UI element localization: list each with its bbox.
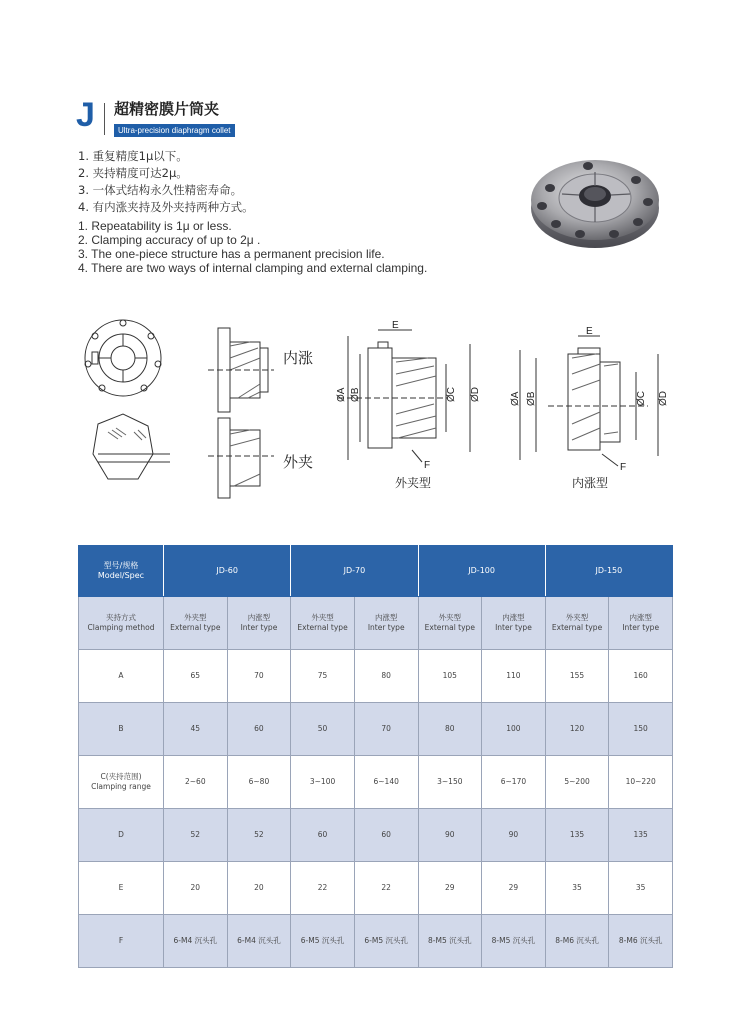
table-row [79,809,673,862]
row-label [79,597,164,650]
model-header-cell [79,546,164,597]
caption-external-type: 外夹型 [395,476,432,490]
page-title: 超精密膜片筒夹 [114,100,220,118]
header-divider [104,103,105,135]
dim-c-outer: ØC [446,387,457,402]
row-label-cn: 夹持方式 [106,613,136,622]
row-label: A [79,650,164,703]
table-cell: 5~200 [545,756,609,809]
table-cell: 135 [545,809,609,862]
table-cell: 135 [609,809,673,862]
label-outer-clamping: 外夹 [283,453,314,471]
table-row [79,862,673,915]
dim-c-inner: ØC [636,391,647,406]
row-label: B [79,703,164,756]
header-label-en: Model/Spec [97,571,145,580]
table-cell: 45 [164,703,228,756]
table-cell: 60 [227,703,291,756]
table-row [79,650,673,703]
table-cell: 70 [227,650,291,703]
table-cell: 155 [545,650,609,703]
dim-f-inner: F [620,462,627,473]
model-cell: JD-100 [418,546,545,597]
features-chinese [78,148,254,216]
caption-internal-type: 内涨型 [572,476,609,490]
method-cell: 外夹型 External type [545,597,609,650]
page-subtitle: Ultra-precision diaphragm collet [114,124,235,137]
method-cell: 外夹型 External type [291,597,355,650]
table-cell: 8-M6 沉头孔 [609,915,673,968]
table-row [79,703,673,756]
table-cell: 120 [545,703,609,756]
table-cell: 6-M5 沉头孔 [291,915,355,968]
feature-item: 4. There are two ways of internal clamping and external clamping. [78,261,428,275]
dim-a-inner: ØA [510,391,521,406]
feature-item: 1. Repeatability is 1μ or less. [78,219,232,233]
table-cell: 29 [418,862,482,915]
table-cell: 160 [609,650,673,703]
table-cell: 52 [227,809,291,862]
table-cell: 20 [164,862,228,915]
table-cell: 22 [291,862,355,915]
table-header-row [79,546,673,597]
table-cell: 65 [164,650,228,703]
table-cell: 8-M5 沉头孔 [418,915,482,968]
clamping-method-row [79,597,673,650]
dim-d-outer: ØD [470,387,481,402]
row-label: D [79,809,164,862]
table-cell: 80 [418,703,482,756]
feature-item: 1. 重复精度1μ以下。 [78,149,188,163]
table-cell: 35 [609,862,673,915]
table-cell: 6-M5 沉头孔 [354,915,418,968]
section-letter: J [76,96,95,134]
table-cell: 60 [291,809,355,862]
method-cell: 内涨型 Inter type [227,597,291,650]
model-cell: JD-150 [545,546,672,597]
table-cell: 90 [418,809,482,862]
dim-f-outer: F [424,460,431,471]
table-cell: 52 [164,809,228,862]
dim-b-inner: ØB [526,391,537,406]
table-cell: 2~60 [164,756,228,809]
table-cell: 6~140 [354,756,418,809]
table-cell: 3~150 [418,756,482,809]
table-cell: 105 [418,650,482,703]
method-cell: 外夹型 External type [418,597,482,650]
feature-item: 3. The one-piece structure has a permanent precision life. [78,247,385,261]
header-label-cn: 型号/规格 [103,561,139,570]
method-cell: 内涨型 Inter type [482,597,546,650]
dim-a-outer: ØA [336,387,347,402]
row-label: E [79,862,164,915]
table-cell: 110 [482,650,546,703]
table-cell: 60 [354,809,418,862]
table-cell: 70 [354,703,418,756]
method-cell: 内涨型 Inter type [354,597,418,650]
spec-table-body [79,650,673,968]
table-cell: 22 [354,862,418,915]
method-cell: 内涨型 Inter type [609,597,673,650]
label-inner-clamping: 内涨 [283,349,314,367]
table-cell: 35 [545,862,609,915]
table-row [79,915,673,968]
table-cell: 8-M6 沉头孔 [545,915,609,968]
feature-item: 3. 一体式结构永久性精密寿命。 [78,183,243,197]
product-photo [528,150,663,252]
model-cell: JD-70 [291,546,418,597]
table-cell: 6~170 [482,756,546,809]
spec-table [78,545,673,968]
table-cell: 150 [609,703,673,756]
feature-item: 2. 夹持精度可达2μ。 [78,166,188,180]
table-cell: 29 [482,862,546,915]
table-cell: 8-M5 沉头孔 [482,915,546,968]
table-cell: 10~220 [609,756,673,809]
row-label: C(夹持范围) Clamping range [79,756,164,809]
dim-e-inner: E [586,326,593,337]
table-cell: 75 [291,650,355,703]
row-label-en: Clamping method [87,623,155,632]
table-cell: 50 [291,703,355,756]
dim-b-outer: ØB [350,387,361,402]
row-label: F [79,915,164,968]
table-cell: 6-M4 沉头孔 [164,915,228,968]
dim-d-inner: ØD [658,391,669,406]
dim-e-outer: E [392,320,399,331]
table-cell: 80 [354,650,418,703]
table-cell: 90 [482,809,546,862]
table-row [79,756,673,809]
features-english [78,219,427,275]
model-cell: JD-60 [164,546,291,597]
table-cell: 100 [482,703,546,756]
feature-item: 4. 有内涨夹持及外夹持两种方式。 [78,200,254,214]
table-cell: 6-M4 沉头孔 [227,915,291,968]
method-cell: 外夹型 External type [164,597,228,650]
feature-item: 2. Clamping accuracy of up to 2μ . [78,233,261,247]
table-cell: 20 [227,862,291,915]
table-cell: 6~80 [227,756,291,809]
table-cell: 3~100 [291,756,355,809]
